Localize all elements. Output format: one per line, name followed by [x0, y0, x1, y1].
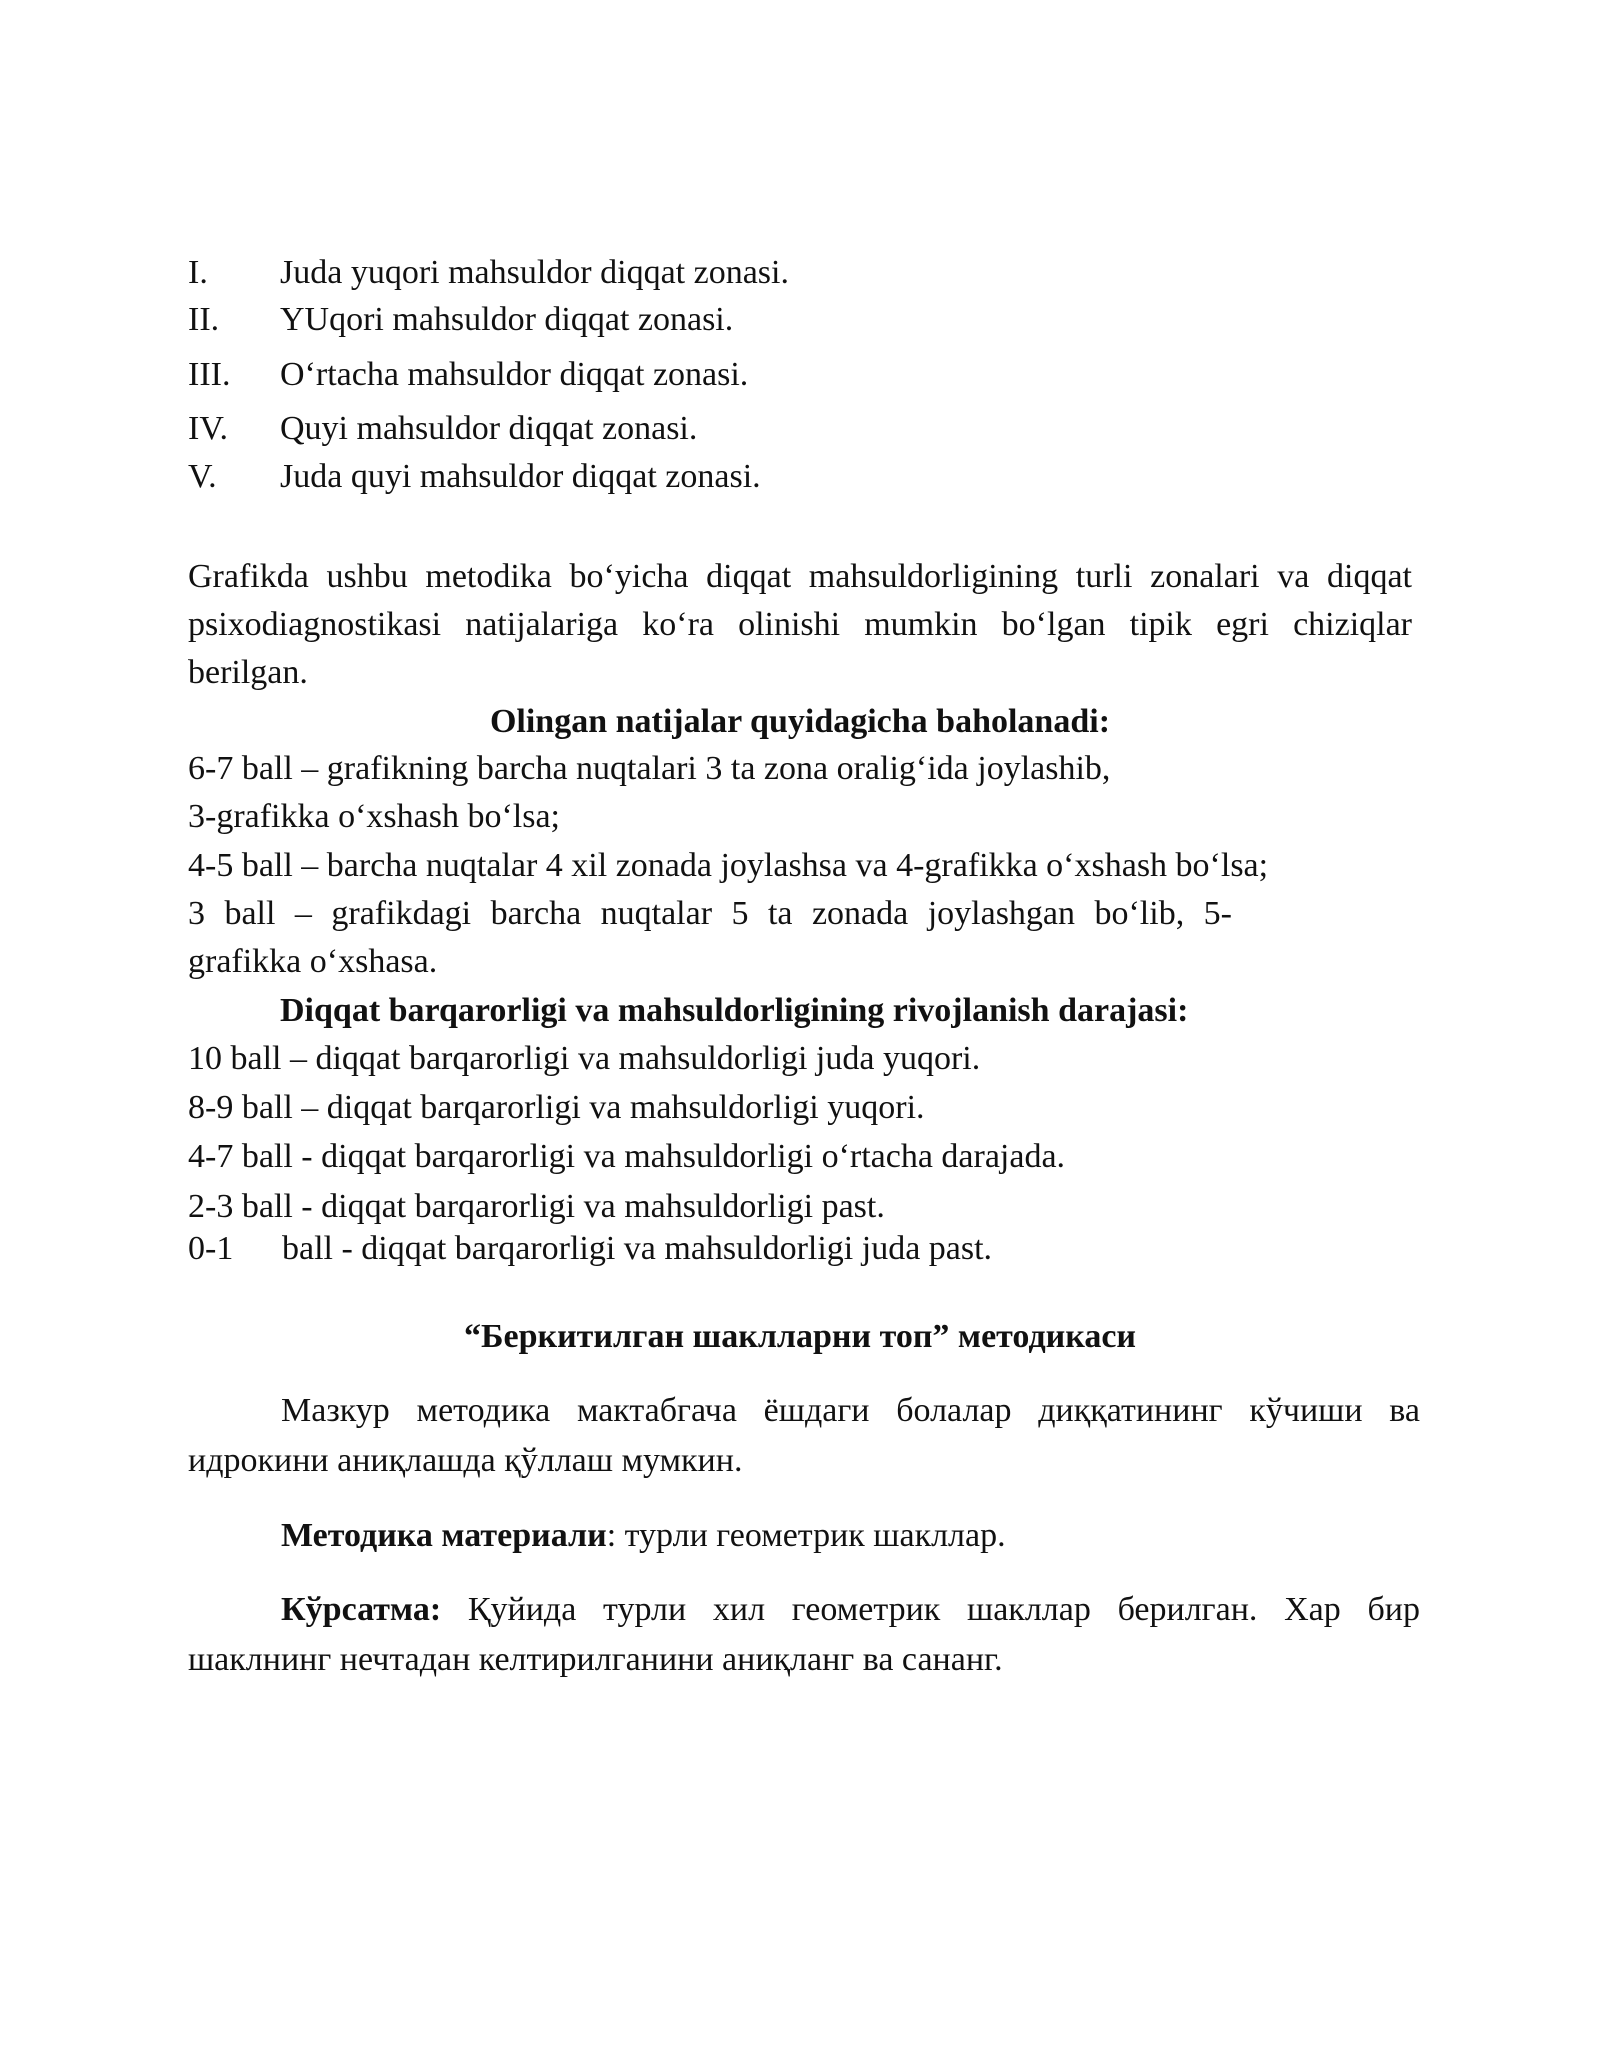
zone-item: Quyi mahsuldor diqqat zonasi. [280, 410, 698, 447]
result-line: 6-7 ball – grafikning barcha nuqtalari 3 ta zona oralig‘ida joylashib, [188, 750, 1111, 787]
method-intro: Мазкур методика мактабгача ёшдаги болалар диққатининг кўчиши ва идрокини аниқлашда қўллаш мумкин. [188, 1392, 1420, 1479]
result-line: grafikka o‘xshasa. [188, 943, 438, 980]
material-text: : турли геометрик шакллар. [606, 1517, 1006, 1554]
method-title: “Беркитилган шаклларни топ” методикаси [464, 1318, 1136, 1355]
level-heading: Diqqat barqarorligi va mahsuldorligining rivojlanish darajasi: [280, 992, 1189, 1029]
result-line: 4-5 ball – barcha nuqtalar 4 xil zonada joylashsa va 4-grafikka o‘xshash bo‘lsa; [188, 847, 1269, 884]
instruction-paragraph [188, 1585, 1420, 1685]
instruction-label: Кўрсатма: [281, 1591, 442, 1628]
zone-number: II. [188, 301, 220, 338]
zone-number: I. [188, 254, 208, 291]
results-heading: Olingan natijalar quyidagicha baholanadi: [489, 703, 1111, 740]
result-line: 3-grafikka o‘xshash bo‘lsa; [188, 798, 561, 835]
zone-item: O‘rtacha mahsuldor diqqat zonasi. [280, 356, 749, 393]
zone-item: Juda yuqori mahsuldor diqqat zonasi. [280, 254, 789, 291]
level-line-number: 0-1 [188, 1230, 234, 1267]
material-line [281, 1516, 1006, 1556]
level-line: 4-7 ball - diqqat barqarorligi va mahsuldorligi o‘rtacha darajada. [188, 1138, 1066, 1175]
level-line: 10 ball – diqqat barqarorligi va mahsuldorligi juda yuqori. [188, 1040, 981, 1077]
zone-number: III. [188, 356, 231, 393]
zone-item: YUqori mahsuldor diqqat zonasi. [280, 301, 734, 338]
level-line: 8-9 ball – diqqat barqarorligi va mahsuldorligi yuqori. [188, 1089, 925, 1126]
material-label: Методика материали [281, 1517, 607, 1554]
level-line: 2-3 ball - diqqat barqarorligi va mahsuldorligi past. [188, 1188, 885, 1225]
zone-item: Juda quyi mahsuldor diqqat zonasi. [280, 458, 761, 495]
result-line: 3 ball – grafikdagi barcha nuqtalar 5 ta zonada joylashgan bo‘lib, 5- [188, 895, 1232, 932]
level-line: ball - diqqat barqarorligi va mahsuldorligi juda past. [282, 1230, 993, 1267]
zone-number: IV. [188, 410, 228, 447]
instruction-text: Қуйида турли хил геометрик шакллар берилган. Хар бир шаклнинг нечтадан келтирилганини аниқланг ва сананг. [188, 1591, 1420, 1678]
zone-number: V. [188, 458, 217, 495]
graph-paragraph: Grafikda ushbu metodika bo‘yicha diqqat mahsuldorligining turli zonalari va diqqat psixodiagnostikasi natijalariga ko‘ra olinishi mumkin bo‘lgan tipik egri chiziqlar berilgan. [188, 558, 1412, 691]
